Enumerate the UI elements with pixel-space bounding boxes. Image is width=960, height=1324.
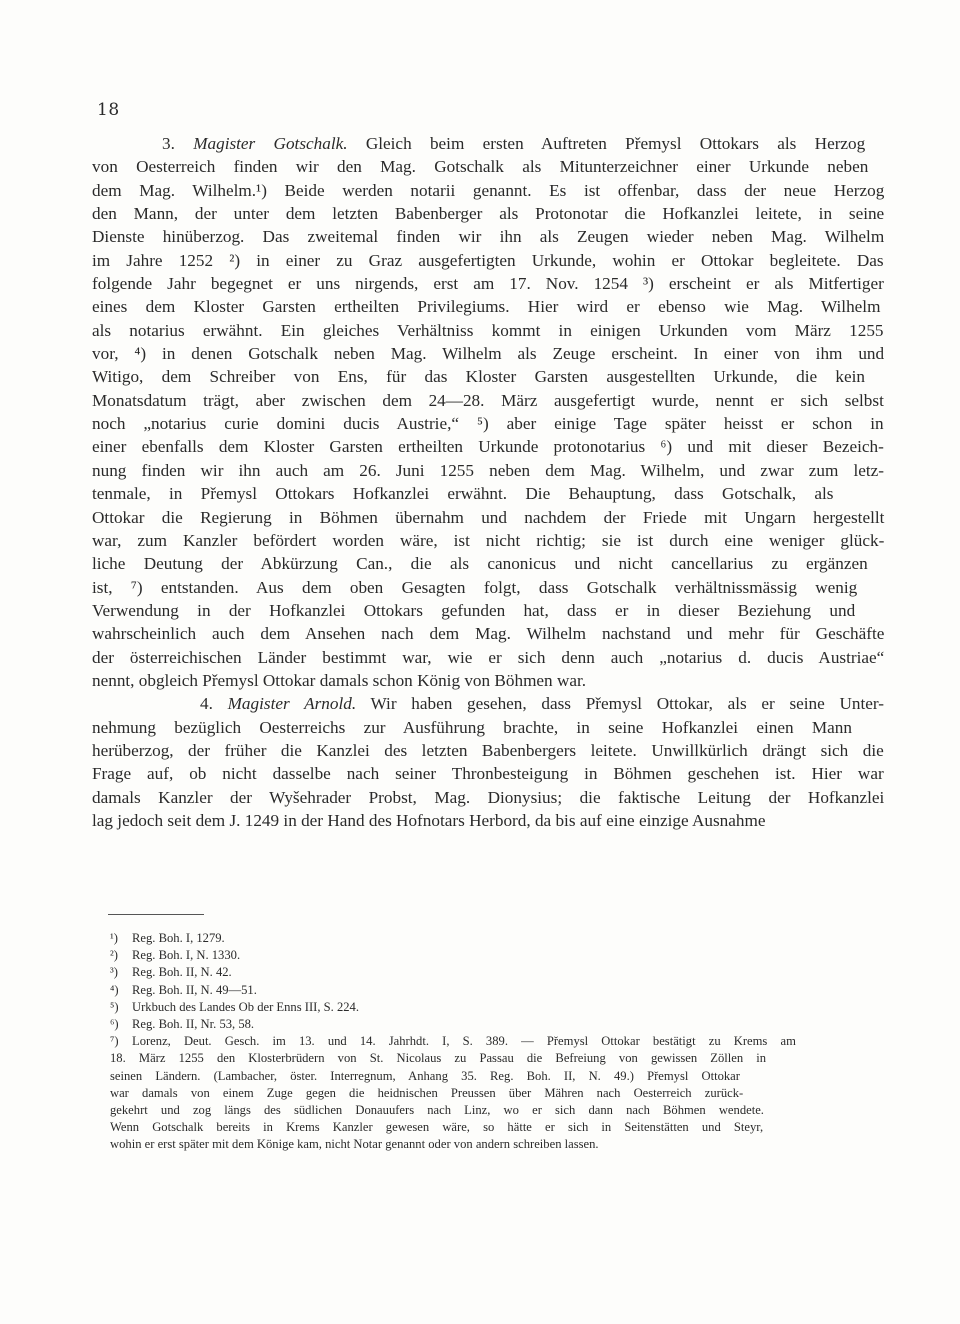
footnote-line bbox=[110, 1033, 890, 1050]
text-line: tenmale, in Přemysl Ottokars Hofkanzlei erwähnt. Die Behauptung, dass Gotschalk, als bbox=[92, 484, 834, 504]
footnote-line bbox=[110, 1119, 890, 1136]
text-line: herüberzog, der früher die Kanzlei des letzten Babenbergers leitete. Unwillkürlich drängt sich die bbox=[92, 740, 884, 760]
footnote-text: gekehrt und zog längs des südlichen Donauufers nach Linz, wo er sich dann nach Böhmen wendete. bbox=[110, 1102, 764, 1117]
footnote-line bbox=[110, 982, 890, 999]
footnote-line bbox=[110, 1068, 890, 1085]
footnote-divider bbox=[108, 914, 204, 915]
footnote-line bbox=[110, 1050, 890, 1067]
text-line: nung finden wir ihn auch am 26. Juni 1255 neben dem Mag. Wilhelm, und zwar zum letz- bbox=[92, 460, 885, 480]
text-line: als notarius erwähnt. Ein gleiches Verhältniss kommt in einigen Urkunden vom März 1255 bbox=[92, 320, 884, 340]
section-text: Wir haben gesehen, dass Přemysl Ottokar, als er seine Unter- bbox=[356, 694, 884, 714]
section-text: Gleich beim ersten Auftreten Přemysl Ottokars als Herzog bbox=[347, 134, 866, 153]
footnote-marker: ³) bbox=[110, 965, 118, 980]
section-heading: Magister Arnold. bbox=[227, 694, 357, 714]
footnote-text: Reg. Boh. II, N. 42. bbox=[132, 965, 232, 980]
footnote-marker: ¹) bbox=[110, 931, 118, 945]
text-line: den Mann, der unter dem letzten Babenberger als Protonotar die Hofkanzlei leitete, in seine bbox=[92, 204, 885, 224]
text-line: Dienste hinüberzog. Das zweitemal finden wir ihn als Zeugen wieder neben Mag. Wilhelm bbox=[92, 227, 885, 247]
main-text-body bbox=[92, 132, 884, 832]
footnote-line bbox=[110, 947, 890, 964]
section-heading: Magister Gotschalk. bbox=[193, 134, 348, 153]
footnote-text: seinen Ländern. (Lambacher, öster. Interregnum, Anhang 35. Reg. Boh. II, N. 49.) Přemysl Ottokar bbox=[110, 1068, 740, 1083]
text-line: nennt, obgleich Přemysl Ottokar damals schon König von Böhmen war. bbox=[92, 670, 587, 690]
footnote-text: Lorenz, Deut. Gesch. im 13. und 14. Jahrhdt. I, S. 389. — Přemysl Ottokar bestätigt zu Krems am bbox=[132, 1034, 796, 1049]
footnote-text: wohin er erst später mit dem Könige kam, nicht Notar genannt oder von andern schreiben lassen. bbox=[110, 1137, 599, 1152]
footnote-marker: ⁵) bbox=[110, 999, 119, 1014]
footnote-marker: ²) bbox=[110, 948, 118, 963]
text-line: nehmung bezüglich Oesterreichs zur Ausführung brachte, in seine Hofkanzlei einen Mann bbox=[92, 717, 852, 737]
footnote-line bbox=[110, 1136, 890, 1153]
text-line: der österreichischen Länder bestimmt war, wie er sich denn auch „notarius d. ducis Austriae“ bbox=[92, 647, 885, 667]
text-line: einer ebenfalls dem Kloster Garsten ertheilten Urkunde protonotarius ⁶) und mit dieser Bezeich- bbox=[92, 437, 884, 457]
footnote-text: war damals von einem Zuge gegen die heidnischen Preussen über Mähren nach Oesterreich zurück- bbox=[110, 1085, 744, 1100]
text-line: Frage auf, ob nicht dasselbe nach seiner Thronbesteigung in Böhmen geschehen ist. Hier war bbox=[92, 764, 884, 784]
section-number: 3. bbox=[162, 134, 194, 153]
text-line: ist, ⁷) entstanden. Aus dem oben Gesagten folgt, dass Gotschalk verhältnissmässig wenig bbox=[92, 577, 858, 597]
footnote-line bbox=[110, 1085, 890, 1102]
footnote-line bbox=[110, 1016, 890, 1033]
footnote-text: Reg. Boh. II, N. 49—51. bbox=[132, 982, 257, 997]
text-line: noch „notarius curie domini ducis Austrie,“ ⁵) aber einige Tage später heisst er schon in bbox=[92, 414, 884, 434]
footnote-marker: ⁴) bbox=[110, 982, 119, 997]
footnote-line bbox=[110, 964, 890, 981]
text-line: Monatsdatum trägt, aber zwischen dem 24—28. März ausgefertigt wurde, nennt er sich selbst bbox=[92, 390, 884, 410]
text-line bbox=[92, 132, 884, 155]
text-line: Ottokar die Regierung in Böhmen übernahm und nachdem der Friede mit Ungarn hergestellt bbox=[92, 507, 885, 527]
footnote-line bbox=[110, 1102, 890, 1119]
text-line: im Jahre 1252 ²) in einer zu Graz ausgefertigten Urkunde, wohin er Ottokar begleitete. Das bbox=[92, 250, 884, 270]
footnote-line bbox=[110, 999, 890, 1016]
footnote-line bbox=[110, 930, 890, 947]
text-line: liche Deutung der Abkürzung Can., die als canonicus und nicht cancellarius zu ergänzen bbox=[92, 554, 868, 574]
text-line: vor, ⁴) in denen Gotschalk neben Mag. Wilhelm als Zeuge erscheint. In einer von ihm und bbox=[92, 344, 885, 364]
text-line: Witigo, dem Schreiber von Ens, für das Kloster Garsten ausgestellten Urkunde, die kein bbox=[92, 367, 866, 387]
section-number: 4. bbox=[200, 694, 228, 714]
footnote-text: Wenn Gotschalk bereits in Krems Kanzler gewesen wäre, so hätte er sich in Seitenstätten und Steyr, bbox=[110, 1120, 764, 1135]
text-line: damals Kanzler der Wyšehrader Probst, Mag. Dionysius; die faktische Leitung der Hofkanzlei bbox=[92, 787, 885, 807]
text-line: dem Mag. Wilhelm.¹) Beide werden notarii genannt. Es ist offenbar, dass der neue Herzog bbox=[92, 180, 885, 200]
footnote-text: 18. März 1255 den Klosterbrüdern von St. Nicolaus zu Passau die Befreiung von gewissen Zöllen in bbox=[110, 1051, 767, 1066]
footnote-marker: ⁷) bbox=[110, 1034, 119, 1049]
footnote-text: Reg. Boh. II, Nr. 53, 58. bbox=[132, 1016, 255, 1031]
text-line: wahrscheinlich auch dem Ansehen nach dem Mag. Wilhelm nachstand und mehr für Geschäfte bbox=[92, 624, 885, 644]
text-line: lag jedoch seit dem J. 1249 in der Hand des Hofnotars Herbord, da bis auf eine einzige Ausnahme bbox=[92, 810, 766, 830]
footnote-marker: ⁶) bbox=[110, 1016, 119, 1031]
text-line: folgende Jahr begegnet er uns nirgends, erst am 17. Nov. 1254 ³) erscheint er als Mitfertiger bbox=[92, 274, 884, 294]
footnotes-section bbox=[110, 930, 890, 1153]
footnote-text: Urkbuch des Landes Ob der Enns III, S. 224. bbox=[132, 999, 359, 1014]
text-line: eines dem Kloster Garsten ertheilten Privilegiums. Hier wird er ebenso wie Mag. Wilhelm bbox=[92, 297, 881, 317]
text-line: war, zum Kanzler befördert worden wäre, ist nicht richtig; sie ist durch eine weniger glück- bbox=[92, 530, 885, 550]
footnote-text: Reg. Boh. I, 1279. bbox=[132, 931, 225, 945]
text-line bbox=[92, 692, 884, 715]
text-line: Verwendung in der Hofkanzlei Ottokars gefunden hat, dass er in dieser Beziehung und bbox=[92, 600, 856, 620]
page-number: 18 bbox=[97, 100, 120, 120]
footnote-text: Reg. Boh. I, N. 1330. bbox=[132, 948, 241, 963]
text-line: von Oesterreich finden wir den Mag. Gotschalk als Mitunterzeichner einer Urkunde neben bbox=[92, 157, 869, 177]
